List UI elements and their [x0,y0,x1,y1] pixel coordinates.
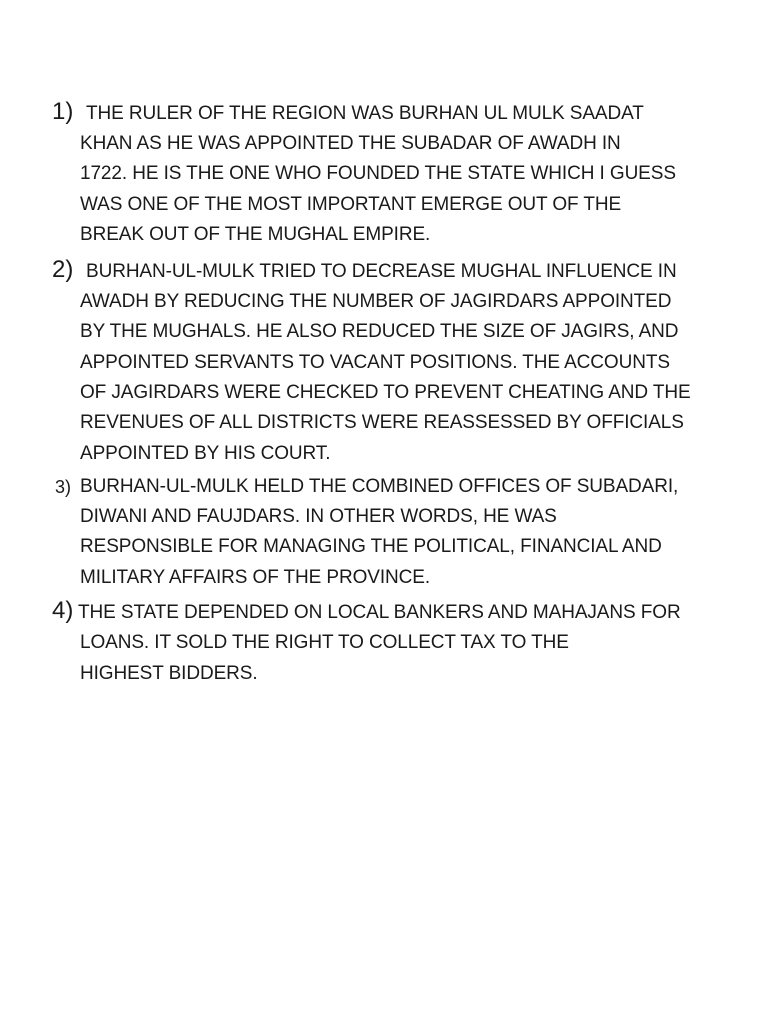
item-line: MILITARY AFFAIRS OF THE PROVINCE. [80,567,431,588]
item-line: THE STATE DEPENDED ON LOCAL BANKERS AND MAHAJANS FOR [78,602,681,623]
list-item-1 [52,100,692,250]
item-line: WAS ONE OF THE MOST IMPORTANT EMERGE OUT OF THE [80,194,622,215]
item-line: APPOINTED SERVANTS TO VACANT POSITIONS. THE ACCOUNTS [80,352,670,373]
list-item-3 [52,473,692,593]
item-line: HIGHEST BIDDERS. [80,663,258,684]
item-line: LOANS. IT SOLD THE RIGHT TO COLLECT TAX TO THE [80,632,569,653]
item-number: 3) [55,477,72,497]
item-line: DIWANI AND FAUJDARS. IN OTHER WORDS, HE WAS [80,506,557,527]
item-line: BY THE MUGHALS. HE ALSO REDUCED THE SIZE OF JAGIRS, AND [80,321,679,342]
item-number: 4) [52,597,74,624]
item-number: 1) [52,98,74,125]
list-item-4 [52,599,692,694]
item-line: KHAN AS HE WAS APPOINTED THE SUBADAR OF AWADH IN [80,133,621,154]
item-line: BREAK OUT OF THE MUGHAL EMPIRE. [80,224,431,245]
item-number: 2) [52,256,74,283]
item-line: BURHAN-UL-MULK TRIED TO DECREASE MUGHAL INFLUENCE IN [86,261,677,282]
item-line: OF JAGIRDARS WERE CHECKED TO PREVENT CHEATING AND THE [80,382,691,403]
item-line: BURHAN-UL-MULK HELD THE COMBINED OFFICES OF SUBADARI, [80,476,679,497]
list-item-2 [52,258,692,470]
item-line: RESPONSIBLE FOR MANAGING THE POLITICAL, FINANCIAL AND [80,536,662,557]
item-line: AWADH BY REDUCING THE NUMBER OF JAGIRDARS APPOINTED [80,291,672,312]
item-line: APPOINTED BY HIS COURT. [80,443,331,464]
item-line: 1722. HE IS THE ONE WHO FOUNDED THE STATE WHICH I GUESS [80,163,676,184]
item-line: REVENUES OF ALL DISTRICTS WERE REASSESSED BY OFFICIALS [80,412,684,433]
item-line: THE RULER OF THE REGION WAS BURHAN UL MULK SAADAT [86,103,644,124]
